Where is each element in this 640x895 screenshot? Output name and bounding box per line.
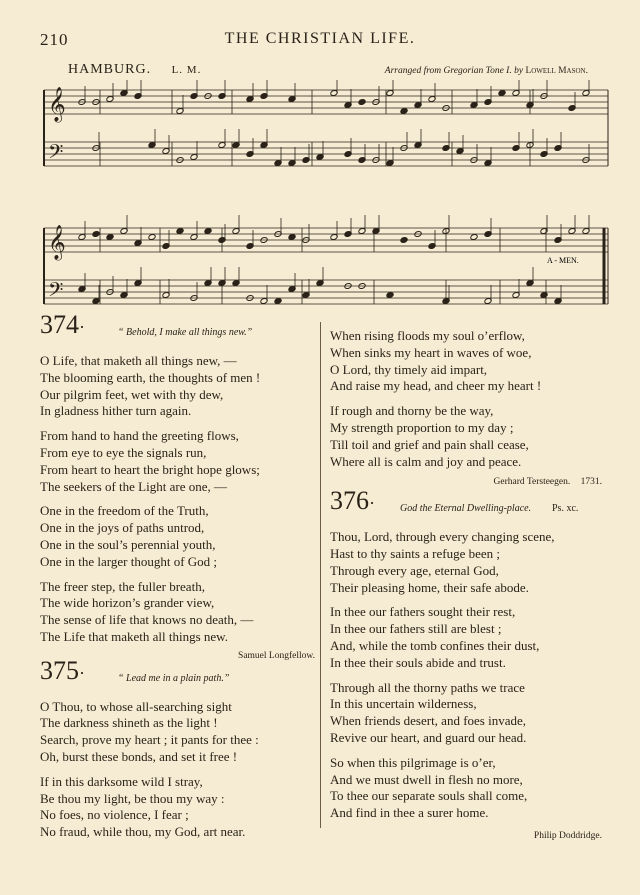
stanza: [40, 579, 315, 646]
notehead: [148, 234, 156, 241]
verse-line: My strength proportion to my day ;: [330, 419, 514, 435]
notehead: [106, 234, 114, 241]
verse-line: No fraud, while thou, my God, art near.: [40, 824, 246, 840]
hymn-psalm-ref: Ps. xc.: [552, 503, 579, 515]
notehead: [274, 298, 282, 305]
verse-line: Search, prove my heart ; it pants for thee :: [40, 732, 259, 748]
verse-line: If rough and thorny be the way,: [330, 403, 494, 419]
notehead: [204, 228, 212, 235]
arrangement-credit: [385, 66, 588, 76]
verse-line: In this uncertain wilderness,: [330, 696, 477, 712]
verse-line: No foes, no violence, I fear ;: [40, 807, 189, 823]
hymn-author: Samuel Longfellow.: [238, 650, 315, 661]
verse-line: From heart to heart the bright hope glows;: [40, 461, 260, 477]
verse-line: The sense of life that knows no death, —: [40, 612, 254, 628]
hymn-epigraph: “ Lead me in a plain path.”: [118, 672, 230, 684]
verse-line: The darkness shineth as the light !: [40, 715, 218, 731]
hymn-number-text: 374: [40, 310, 79, 339]
verse-line: In thee our fathers still are blest ;: [330, 621, 502, 637]
verse-line: O Thou, to whose all-searching sight: [40, 698, 232, 714]
verse-line: And we must dwell in flesh no more,: [330, 771, 523, 787]
verse-line: Through every age, eternal God,: [330, 562, 499, 578]
treble-clef: 𝄞: [48, 87, 66, 122]
notehead: [400, 108, 408, 115]
hymn-number: 375·: [40, 655, 85, 685]
verse-line: The Life that maketh all things new.: [40, 628, 228, 644]
hymn-number: 376·: [330, 486, 375, 516]
treble-clef: 𝄞: [48, 225, 66, 260]
stanza: [40, 774, 315, 841]
notehead: [470, 234, 478, 241]
verse-line: Where all is calm and joy and peace.: [330, 453, 522, 469]
music-score: [40, 80, 612, 312]
author-name: Gerhard Tersteegen.: [493, 477, 571, 488]
verse-line: The freer step, the fuller breath,: [40, 578, 205, 594]
verse-line: Be thou my light, be thou my way :: [40, 790, 225, 806]
hymn-number: 374·: [40, 310, 85, 339]
stanza: [40, 503, 315, 570]
stanza: [330, 604, 602, 671]
verse-line: Revive our heart, and guard our head.: [330, 729, 527, 745]
verse-line: One in the larger thought of God ;: [40, 553, 218, 569]
verse-line: Thou, Lord, through every changing scene,: [330, 529, 555, 545]
verse-line: When rising floods my soul o’erflow,: [330, 328, 525, 343]
verse-line: The blooming earth, the thoughts of men !: [40, 369, 261, 385]
page-number: 210: [40, 30, 69, 49]
stanza: [40, 699, 315, 766]
amen-label: A - MEN.: [547, 256, 579, 265]
verse-line: Our pilgrim feet, wet with thy dew,: [40, 386, 224, 402]
verse-line: If in this darksome wild I stray,: [40, 773, 203, 789]
hymn-author: Philip Doddridge.: [533, 830, 602, 841]
bass-clef: 𝄢: [48, 140, 64, 168]
arranger-name: Lowell Mason.: [525, 66, 588, 76]
arranged-prefix: Arranged from Gregorian Tone I. by: [384, 66, 524, 76]
verse-line: In thee our fathers sought their rest,: [330, 604, 516, 620]
verse-line: One in the soul’s perennial youth,: [40, 536, 216, 552]
notehead: [498, 90, 506, 97]
verse-line: O Life, that maketh all things new, —: [40, 353, 237, 368]
verse-line: From eye to eye the signals run,: [40, 444, 207, 460]
stanza: [40, 353, 315, 420]
verse-line: O Lord, thy timely aid impart,: [330, 361, 488, 377]
verse-line: When friends desert, and foes invade,: [330, 713, 527, 729]
left-column: [40, 310, 315, 841]
stanza: [330, 680, 602, 747]
hymn-epigraph: “ Behold, I make all things new.”: [118, 327, 253, 338]
notehead: [386, 292, 394, 299]
column-divider: [320, 322, 321, 828]
verse-line: Oh, burst these bonds, and set it free !: [40, 748, 238, 764]
notehead: [540, 292, 548, 299]
verse-line: The wide horizon’s grander view,: [40, 595, 215, 611]
stanza: [330, 403, 602, 470]
verse-line: When sinks my heart in waves of woe,: [330, 344, 532, 360]
tune-name: HAMBURG.: [68, 62, 152, 77]
stanza: [330, 529, 602, 596]
stanza: [330, 755, 602, 822]
hymn-375-continued: [330, 328, 602, 470]
verse-line: The seekers of the Light are one, —: [40, 478, 227, 494]
verse-line: So when this pilgrimage is o’er,: [330, 754, 496, 770]
hymn-number-text: 376: [330, 486, 369, 516]
verse-line: Hast to thy saints a refuge been ;: [330, 545, 501, 561]
verse-line: From hand to hand the greeting flows,: [40, 428, 239, 444]
verse-line: In thee their souls abide and trust.: [330, 654, 506, 670]
stanza: [330, 328, 602, 395]
verse-line: Through all the thorny paths we trace: [330, 679, 525, 695]
verse-line: To thee our separate souls shall come,: [330, 788, 528, 804]
verse-line: And, while the tomb confines their dust,: [330, 637, 540, 653]
notehead: [288, 234, 296, 241]
verse-line: And find in thee a surer home.: [330, 805, 489, 821]
verse-line: One in the joys of paths untrod,: [40, 520, 205, 536]
verse-line: One in the freedom of the Truth,: [40, 503, 209, 519]
notehead: [400, 237, 408, 244]
notehead: [358, 99, 366, 106]
bass-clef: 𝄢: [48, 278, 64, 306]
hymn-author: [330, 474, 602, 491]
tune-heading: [68, 62, 201, 78]
hymn-epigraph: God the Eternal Dwelling-place.: [400, 503, 532, 515]
verse-line: And raise my head, and cheer my heart !: [330, 378, 542, 394]
hymn-374: [40, 310, 315, 665]
tune-meter: L. M.: [171, 64, 202, 76]
right-column: [330, 328, 602, 845]
notehead: [176, 228, 184, 235]
verse-line: Their pleasing home, their safe abode.: [330, 579, 529, 595]
notehead: [92, 231, 100, 238]
verse-line: Till toil and grief and pain shall cease,: [330, 436, 529, 452]
verse-line: In gladness hither turn again.: [40, 403, 192, 419]
stanza: [40, 428, 315, 495]
author-year: 1731.: [580, 477, 602, 488]
running-title: THE CHRISTIAN LIFE.: [224, 30, 416, 47]
hymn-376: [330, 486, 602, 845]
hymn-number-text: 375: [40, 655, 79, 685]
